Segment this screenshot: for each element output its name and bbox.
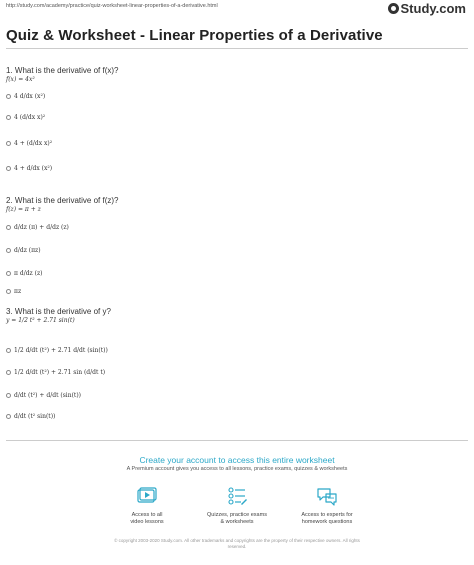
radio-button[interactable] [6,248,11,253]
option-text: 4 (d/dx x)² [14,114,46,121]
cta-title[interactable]: Create your account to access this entire worksheet [139,455,335,465]
radio-button[interactable] [6,289,11,294]
option-text: π d/dz (z) [14,270,43,277]
question-1-option-4[interactable] [6,165,52,172]
feature-label: & worksheets [220,519,254,525]
option-text: d/dt (t² sin(t)) [14,413,56,420]
question-3-option-1[interactable] [6,347,108,354]
copyright-line-2: reserved. [227,544,247,549]
option-text: 4 + (d/dx x)² [14,140,53,147]
cta-subtitle: A Premium account gives you access to all lessons, practice exams, quizzes & worksheets [126,466,348,472]
copyright-line-1: © copyright 2003-2020 Study.com. All other trademarks and copyrights are the property of their respective owners. All rights [114,538,360,543]
question-3-prompt: 3. What is the derivative of y? [6,307,111,316]
question-2-option-1[interactable] [6,224,69,231]
question-1-option-1[interactable] [6,93,45,100]
page-title: Quiz & Worksheet - Linear Properties of a Derivative [6,27,383,44]
option-text: 1/2 d/dt (t²) + 2.71 sin (d/dt t) [14,369,106,376]
question-2 [6,196,119,213]
feature-video-lessons [102,485,192,526]
question-2-option-3[interactable] [6,270,42,277]
study-logo-icon [388,3,399,14]
question-3-option-4[interactable] [6,413,55,420]
study-logo-text: Study.com [400,1,466,16]
question-1-option-2[interactable] [6,114,45,121]
feature-label: homework questions [301,519,353,525]
premium-cta [6,440,468,535]
title-divider [6,48,468,49]
option-text: 4 d/dx (x²) [14,93,46,100]
question-1-given: f(x) = 4x² [6,76,35,83]
feature-label: Access to experts for [301,512,353,518]
question-1-prompt: 1. What is the derivative of f(x)? [6,66,119,75]
radio-button[interactable] [6,141,11,146]
radio-button[interactable] [6,115,11,120]
radio-button[interactable] [6,166,11,171]
question-3-option-3[interactable] [6,392,81,399]
feature-quizzes [192,485,282,526]
question-2-option-2[interactable] [6,247,41,254]
option-text: πz [14,288,22,295]
option-text: d/dt (t²) + d/dt (sin(t)) [14,392,82,399]
radio-button[interactable] [6,271,11,276]
radio-button[interactable] [6,393,11,398]
question-1-option-3[interactable] [6,140,52,147]
study-logo[interactable] [388,1,467,16]
question-1 [6,66,119,83]
feature-label: Access to all [131,512,163,518]
option-text: d/dz (π) + d/dz (z) [14,224,69,231]
feature-experts [282,485,372,526]
radio-button[interactable] [6,225,11,230]
feature-label: video lessons [130,519,164,525]
chat-bubbles-icon [316,485,338,507]
feature-label: Quizzes, practice exams [207,512,267,518]
question-2-option-4[interactable] [6,288,21,295]
option-text: d/dz (πz) [14,247,41,254]
option-text: 1/2 d/dt (t²) + 2.71 d/dt (sin(t)) [14,347,108,354]
quiz-checklist-icon [226,485,248,507]
question-2-given: f(z) = π + z [6,206,41,213]
question-3-given: y = 1/2 t² + 2.71 sin(t) [6,317,75,324]
question-2-prompt: 2. What is the derivative of f(z)? [6,196,119,205]
radio-button[interactable] [6,94,11,99]
radio-button[interactable] [6,370,11,375]
option-text: 4 + d/dx (x²) [14,165,53,172]
radio-button[interactable] [6,348,11,353]
page-url: http://study.com/academy/practice/quiz-worksheet-linear-properties-of-a-derivative.html [6,3,218,9]
copyright-footer [60,538,414,550]
radio-button[interactable] [6,414,11,419]
video-play-icon [136,485,158,507]
question-3 [6,307,111,324]
question-3-option-2[interactable] [6,369,105,376]
